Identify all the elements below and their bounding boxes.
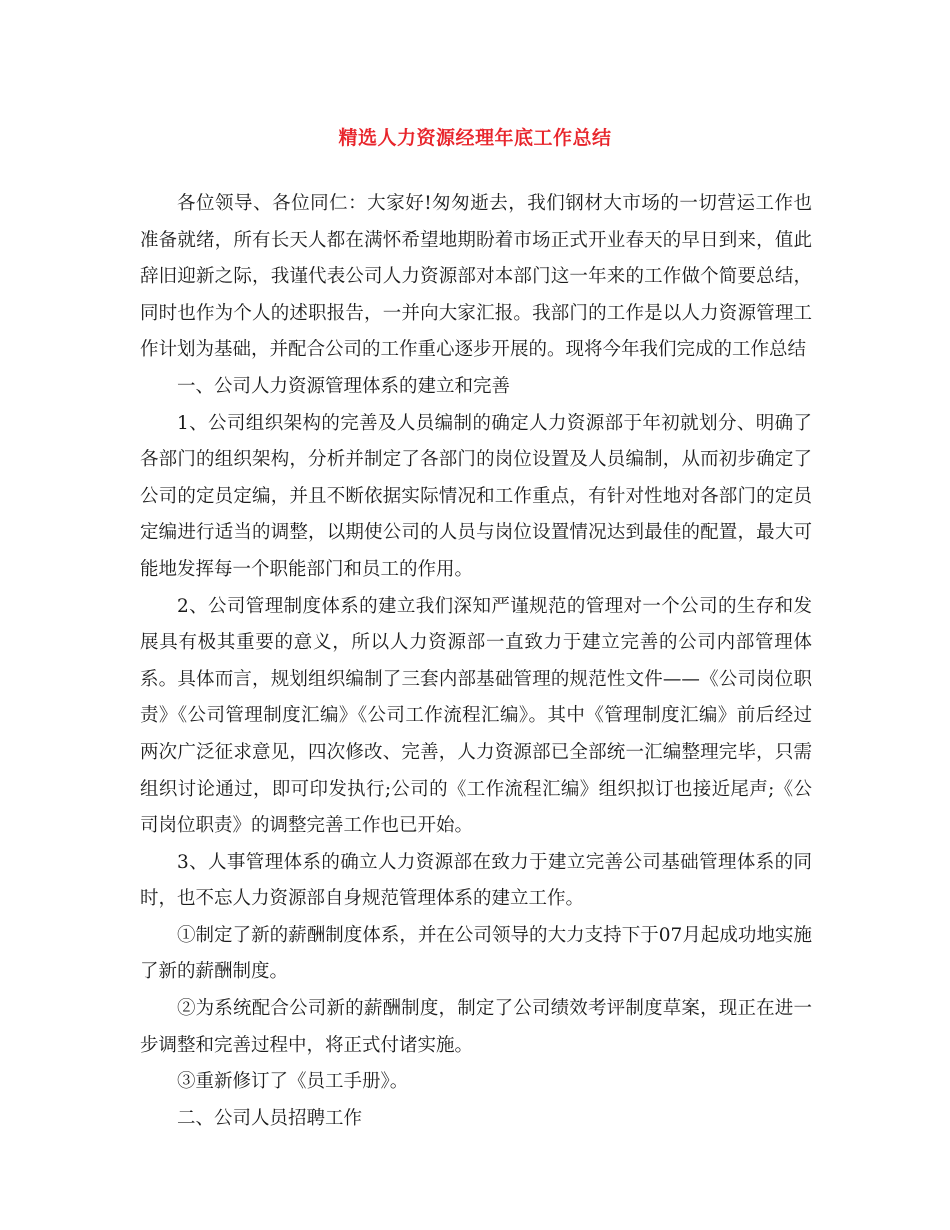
section-heading-2: 二、公司人员招聘工作 [177, 1107, 363, 1129]
document-body [140, 186, 812, 1137]
list-item-handbook: ③重新修订了《员工手册》。 [177, 1071, 409, 1093]
paragraph-management-system: 2、公司管理制度体系的建立我们深知严谨规范的管理对一个公司的生存和发展具有极其重要的意义，所以人力资源部一直致力于建立完善的公司内部管理体系。具体而言，规划组织编制了三套内部基础管理的规范性文件——《公司岗位职责》《公司管理制度汇编》《公司工作流程汇编》。其中《管理制度汇编》前后经过两次广泛征求意见，四次修改、完善，人力资源部已全部统一汇编整理完毕，只需组织讨论通过，即可印发执行;公司的《工作流程汇编》组织拟订也接近尾声;《公司岗位职责》的调整完善工作也已开始。 [140, 595, 812, 837]
paragraph-personnel-system: 3、人事管理体系的确立人力资源部在致力于建立完善公司基础管理体系的同时，也不忘人力资源部自身规范管理体系的建立工作。 [140, 851, 812, 910]
document-title: 精选人力资源经理年底工作总结 [338, 127, 612, 149]
section-heading-1: 一、公司人力资源管理体系的建立和完善 [177, 375, 511, 397]
list-item-appraisal: ②为系统配合公司新的薪酬制度，制定了公司绩效考评制度草案，现正在进一步调整和完善过程中，将正式付诸实施。 [140, 998, 812, 1056]
paragraph-greeting: 各位领导、各位同仁：大家好!匆匆逝去，我们钢材大市场的一切营运工作也准备就绪，所有长天人都在满怀希望地期盼着市场正式开业春天的早日到来，值此辞旧迎新之际，我谨代表公司人力资源部对本部门这一年来的工作做个简要总结，同时也作为个人的述职报告，一并向大家汇报。我部门的工作是以人力资源管理工作计划为基础，并配合公司的工作重心逐步开展的。现将今年我们完成的工作总结 [140, 193, 812, 361]
list-item-salary: ①制定了新的薪酬制度体系，并在公司领导的大力支持下于07月起成功地实施了新的薪酬制度。 [140, 924, 812, 983]
paragraph-org-structure: 1、公司组织架构的完善及人员编制的确定人力资源部于年初就划分、明确了各部门的组织架构，分析并制定了各部门的岗位设置及人员编制，从而初步确定了公司的定员定编，并且不断依据实际情况和工作重点，有针对性地对各部门的定员定编进行适当的调整，以期使公司的人员与岗位设置情况达到最佳的配置，最大可能地发挥每一个职能部门和员工的作用。 [140, 412, 812, 580]
